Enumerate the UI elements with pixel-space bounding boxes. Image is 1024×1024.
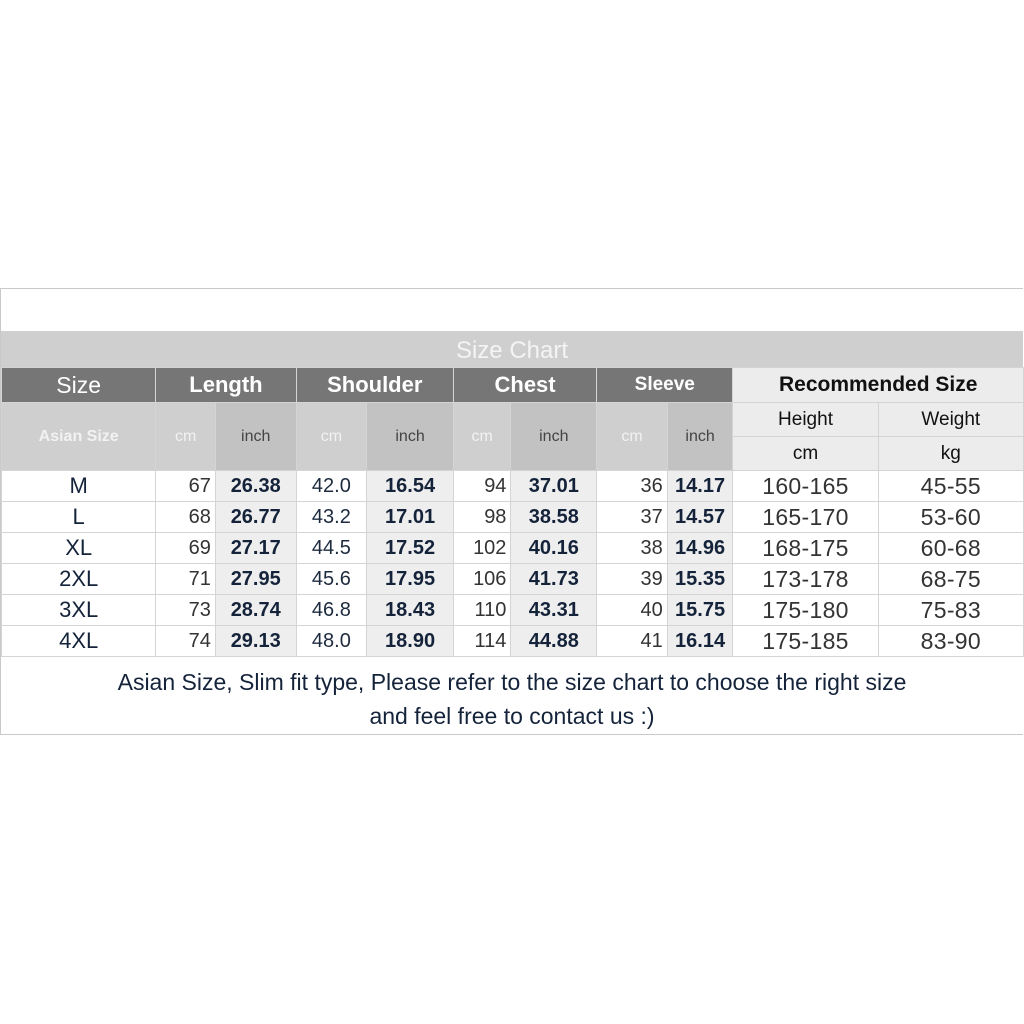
- sleeve-header: Sleeve: [597, 368, 733, 403]
- table-row: [2, 595, 1024, 626]
- sleeve-inch-header: inch: [667, 403, 733, 471]
- table-row: [2, 502, 1024, 533]
- weight-unit-header: kg: [878, 437, 1023, 471]
- shoulder-inch-header: inch: [367, 403, 454, 471]
- shoulder-cm-header: cm: [296, 403, 367, 471]
- cell-shoulder-in: 16.54: [367, 471, 454, 502]
- cell-height: 165-170: [733, 502, 878, 533]
- cell-length-in: 29.13: [215, 626, 296, 657]
- cell-shoulder-cm: 46.8: [296, 595, 367, 626]
- height-unit-header: cm: [733, 437, 878, 471]
- cell-sleeve-cm: 36: [597, 471, 668, 502]
- fit-note-line-1: Asian Size, Slim fit type, Please refer to the size chart to choose the right size: [117, 669, 907, 695]
- cell-shoulder-in: 17.95: [367, 564, 454, 595]
- cell-length-cm: 68: [156, 502, 216, 533]
- cell-weight: 83-90: [878, 626, 1023, 657]
- cell-length-cm: 71: [156, 564, 216, 595]
- weight-header: Weight: [878, 403, 1023, 437]
- chest-inch-header: inch: [511, 403, 597, 471]
- top-blank-band: [1, 289, 1023, 331]
- chest-header: Chest: [453, 368, 596, 403]
- cell-length-cm: 73: [156, 595, 216, 626]
- cell-shoulder-in: 18.90: [367, 626, 454, 657]
- cell-chest-in: 44.88: [511, 626, 597, 657]
- fit-note: [1, 665, 1023, 735]
- cell-length-in: 26.77: [215, 502, 296, 533]
- height-header: Height: [733, 403, 878, 437]
- cell-shoulder-in: 18.43: [367, 595, 454, 626]
- cell-shoulder-cm: 45.6: [296, 564, 367, 595]
- cell-sleeve-cm: 39: [597, 564, 668, 595]
- size-rows: [2, 471, 1024, 657]
- cell-sleeve-in: 15.35: [667, 564, 733, 595]
- cell-chest-in: 38.58: [511, 502, 597, 533]
- cell-size: XL: [2, 533, 156, 564]
- cell-sleeve-cm: 40: [597, 595, 668, 626]
- cell-weight: 45-55: [878, 471, 1023, 502]
- cell-shoulder-cm: 48.0: [296, 626, 367, 657]
- cell-chest-cm: 110: [453, 595, 511, 626]
- asian-size-header: Asian Size: [2, 403, 156, 471]
- cell-shoulder-in: 17.52: [367, 533, 454, 564]
- cell-chest-cm: 98: [453, 502, 511, 533]
- cell-chest-cm: 94: [453, 471, 511, 502]
- fit-note-line-2: and feel free to contact us :): [369, 703, 655, 729]
- cell-length-in: 26.38: [215, 471, 296, 502]
- cell-length-cm: 67: [156, 471, 216, 502]
- cell-weight: 68-75: [878, 564, 1023, 595]
- cell-chest-cm: 102: [453, 533, 511, 564]
- cell-height: 175-185: [733, 626, 878, 657]
- cell-length-cm: 74: [156, 626, 216, 657]
- cell-height: 175-180: [733, 595, 878, 626]
- size-chart: [0, 288, 1023, 735]
- length-cm-header: cm: [156, 403, 216, 471]
- cell-weight: 53-60: [878, 502, 1023, 533]
- cell-size: 3XL: [2, 595, 156, 626]
- header-row-main: [2, 368, 1024, 403]
- cell-shoulder-cm: 43.2: [296, 502, 367, 533]
- cell-sleeve-in: 14.57: [667, 502, 733, 533]
- cell-chest-in: 43.31: [511, 595, 597, 626]
- cell-size: 2XL: [2, 564, 156, 595]
- table-row: [2, 564, 1024, 595]
- cell-sleeve-in: 14.17: [667, 471, 733, 502]
- cell-weight: 60-68: [878, 533, 1023, 564]
- cell-chest-in: 41.73: [511, 564, 597, 595]
- cell-size: L: [2, 502, 156, 533]
- cell-chest-in: 40.16: [511, 533, 597, 564]
- length-inch-header: inch: [215, 403, 296, 471]
- cell-length-cm: 69: [156, 533, 216, 564]
- size-header: Size: [2, 368, 156, 403]
- cell-sleeve-in: 14.96: [667, 533, 733, 564]
- cell-sleeve-in: 16.14: [667, 626, 733, 657]
- recommended-size-header: Recommended Size: [733, 368, 1024, 403]
- cell-length-in: 27.95: [215, 564, 296, 595]
- cell-shoulder-in: 17.01: [367, 502, 454, 533]
- header-row-units: [2, 403, 1024, 437]
- size-table: [1, 367, 1024, 657]
- cell-height: 160-165: [733, 471, 878, 502]
- cell-sleeve-cm: 38: [597, 533, 668, 564]
- cell-shoulder-cm: 44.5: [296, 533, 367, 564]
- cell-chest-cm: 106: [453, 564, 511, 595]
- cell-shoulder-cm: 42.0: [296, 471, 367, 502]
- shoulder-header: Shoulder: [296, 368, 453, 403]
- table-row: [2, 626, 1024, 657]
- cell-height: 173-178: [733, 564, 878, 595]
- cell-chest-in: 37.01: [511, 471, 597, 502]
- cell-sleeve-in: 15.75: [667, 595, 733, 626]
- table-row: [2, 471, 1024, 502]
- chest-cm-header: cm: [453, 403, 511, 471]
- cell-chest-cm: 114: [453, 626, 511, 657]
- cell-sleeve-cm: 37: [597, 502, 668, 533]
- length-header: Length: [156, 368, 296, 403]
- cell-length-in: 27.17: [215, 533, 296, 564]
- sleeve-cm-header: cm: [597, 403, 668, 471]
- cell-sleeve-cm: 41: [597, 626, 668, 657]
- cell-size: M: [2, 471, 156, 502]
- cell-weight: 75-83: [878, 595, 1023, 626]
- cell-height: 168-175: [733, 533, 878, 564]
- table-row: [2, 533, 1024, 564]
- cell-length-in: 28.74: [215, 595, 296, 626]
- chart-title: Size Chart: [1, 331, 1023, 367]
- cell-size: 4XL: [2, 626, 156, 657]
